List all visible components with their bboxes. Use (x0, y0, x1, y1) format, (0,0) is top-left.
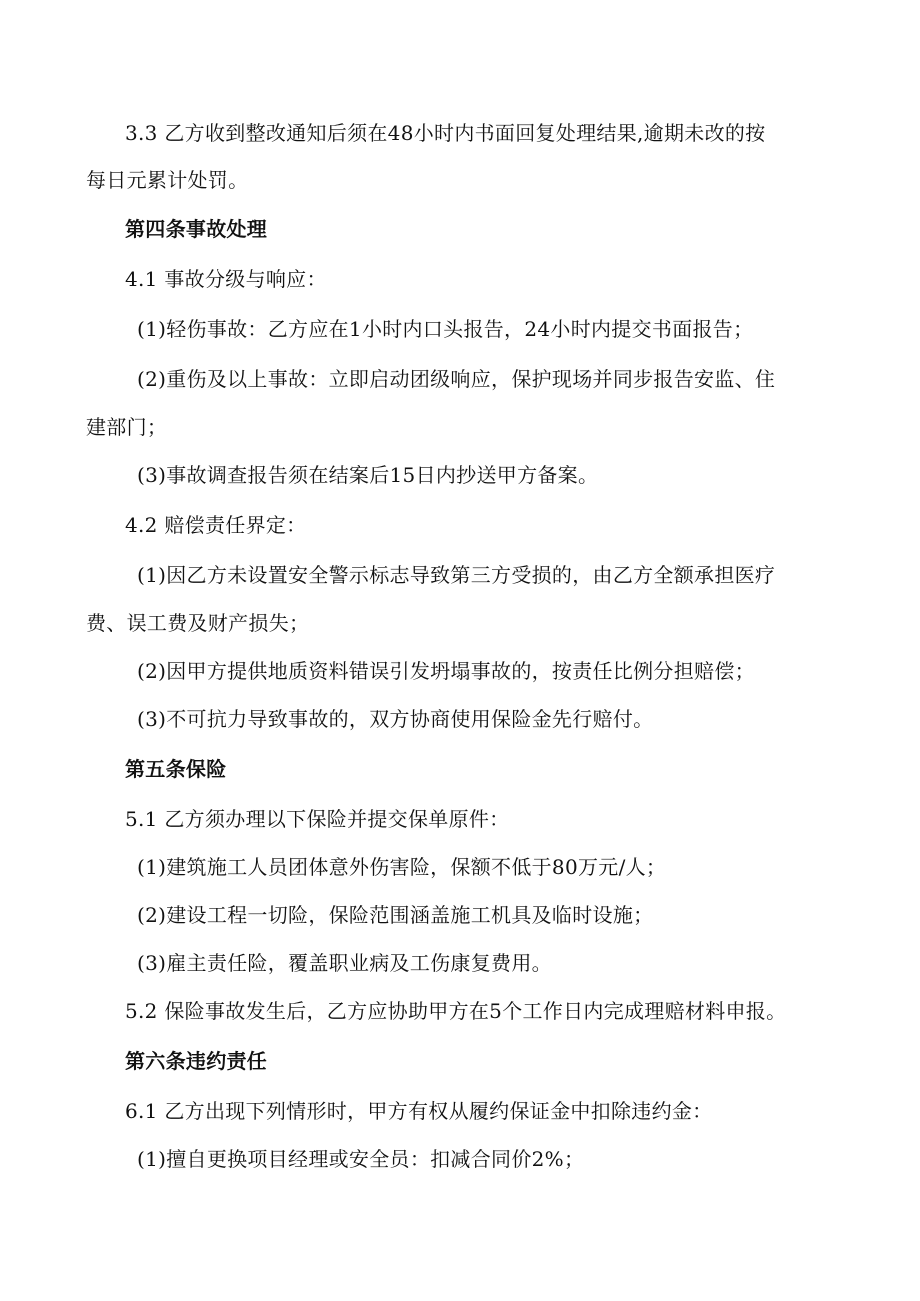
item-6-1-1: (1)擅自更换项目经理或安全员：扣减合同价2%； (137, 1147, 585, 1171)
clause-4-2: 4.2 赔偿责任界定： (125, 513, 307, 537)
clause-3-3-line-2: 每日元累计处罚。 (86, 168, 249, 192)
section-heading-article-4: 第四条事故处理 (125, 217, 268, 241)
item-4-1-3: (3)事故调查报告须在结案后15日内抄送甲方备案。 (137, 463, 599, 487)
section-heading-article-5: 第五条保险 (125, 757, 227, 781)
item-4-1-1: (1)轻伤事故：乙方应在1小时内口头报告，24小时内提交书面报告； (137, 317, 754, 341)
item-5-1-2: (2)建设工程一切险，保险范围涵盖施工机具及临时设施； (137, 903, 654, 927)
clause-5-1: 5.1 乙方须办理以下保险并提交保单原件： (125, 807, 510, 831)
item-4-2-1-line-1: (1)因乙方未设置安全警示标志导致第三方受损的，由乙方全额承担医疗 (137, 563, 776, 587)
item-4-2-3: (3)不可抗力导致事故的，双方协商使用保险金先行赔付。 (137, 707, 654, 731)
item-5-1-3: (3)雇主责任险，覆盖职业病及工伤康复费用。 (137, 951, 552, 975)
item-4-2-1-line-2: 费、误工费及财产损失； (86, 611, 310, 635)
clause-3-3-line-1: 3.3 乙方收到整改通知后须在48小时内书面回复处理结果,逾期未改的按 (125, 121, 766, 145)
item-4-1-2-line-2: 建部门； (86, 415, 168, 439)
clause-5-2: 5.2 保险事故发生后，乙方应协助甲方在5个工作日内完成理赔材料申报。 (125, 999, 787, 1023)
clause-4-1: 4.1 事故分级与响应： (125, 267, 327, 291)
item-4-2-2: (2)因甲方提供地质资料错误引发坍塌事故的，按责任比例分担赔偿； (137, 659, 755, 683)
section-heading-article-6: 第六条违约责任 (125, 1049, 268, 1073)
clause-6-1: 6.1 乙方出现下列情形时，甲方有权从履约保证金中扣除违约金： (125, 1099, 713, 1123)
item-4-1-2-line-1: (2)重伤及以上事故：立即启动团级响应，保护现场并同步报告安监、住 (137, 367, 776, 391)
item-5-1-1: (1)建筑施工人员团体意外伤害险，保额不低于80万元/人； (137, 855, 667, 879)
